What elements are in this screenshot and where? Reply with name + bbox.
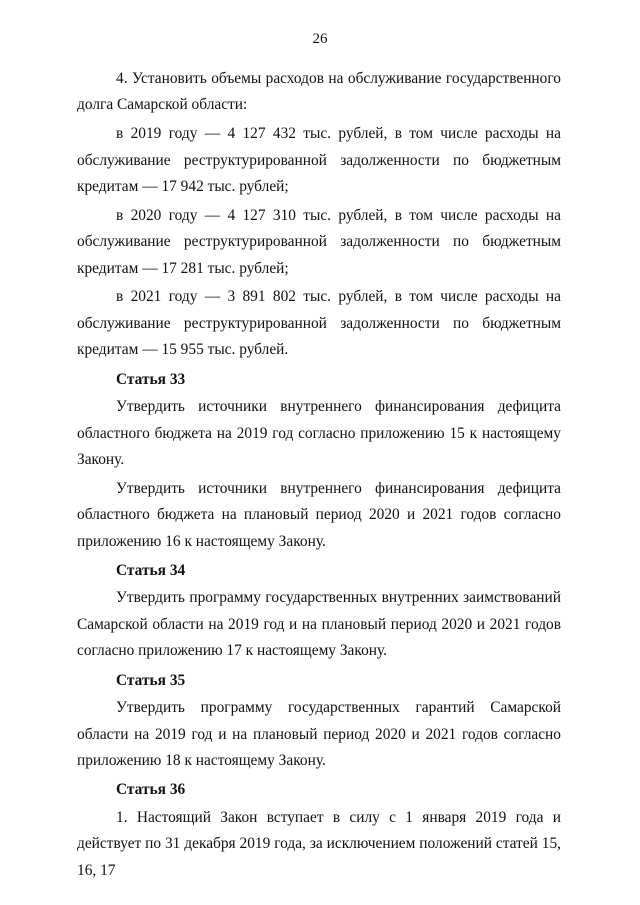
article-34-heading: Статья 34	[116, 561, 186, 579]
paragraph-article-35: Утвердить программу государственных гарантий Самарской области на 2019 год и на плановый период 2020 и 2021 годов согласно приложению 18 к настоящему Закону.	[77, 699, 561, 769]
paragraph-article-34: Утвердить программу государственных внутренних заимствований Самарской области на 2019 год и на плановый период 2020 и 2021 годов согласно приложению 17 к настоящему Закону.	[77, 589, 561, 660]
paragraph-debt-service-intro: 4. Установить объемы расходов на обслуживание государственного долга Самарской области:	[77, 70, 561, 114]
paragraph-article-33-2019: Утвердить источники внутреннего финансирования дефицита областного бюджета на 2019 год согласно приложению 15 к настоящему Закону.	[77, 398, 561, 468]
paragraph-debt-service-2019: в 2019 году — 4 127 432 тыс. рублей, в том числе расходы на обслуживание реструктурированной задолженности по бюджетным кредитам — 17 942 тыс. рублей;	[77, 125, 561, 196]
article-35-heading: Статья 35	[116, 671, 186, 689]
article-36-heading: Статья 36	[116, 781, 186, 799]
document-body	[77, 66, 561, 884]
paragraph-debt-service-2020: в 2020 году — 4 127 310 тыс. рублей, в том числе расходы на обслуживание реструктурированной задолженности по бюджетным кредитам — 17 281 тыс. рублей;	[77, 206, 561, 277]
paragraph-article-36: 1. Настоящий Закон вступает в силу с 1 января 2019 года и действует по 31 декабря 2019 года, за исключением положений статей 15, 16, 17	[77, 808, 561, 879]
paragraph-debt-service-2021: в 2021 году — 3 891 802 тыс. рублей, в том числе расходы на обслуживание реструктурированной задолженности по бюджетным кредитам — 15 955 тыс. рублей.	[77, 288, 561, 359]
article-33-heading: Статья 33	[116, 370, 186, 388]
page-number: 26	[312, 31, 328, 47]
paragraph-article-33-plan: Утвердить источники внутреннего финансирования дефицита областного бюджета на плановый период 2020 и 2021 годов согласно приложению 16 к настоящему Закону.	[77, 479, 561, 550]
